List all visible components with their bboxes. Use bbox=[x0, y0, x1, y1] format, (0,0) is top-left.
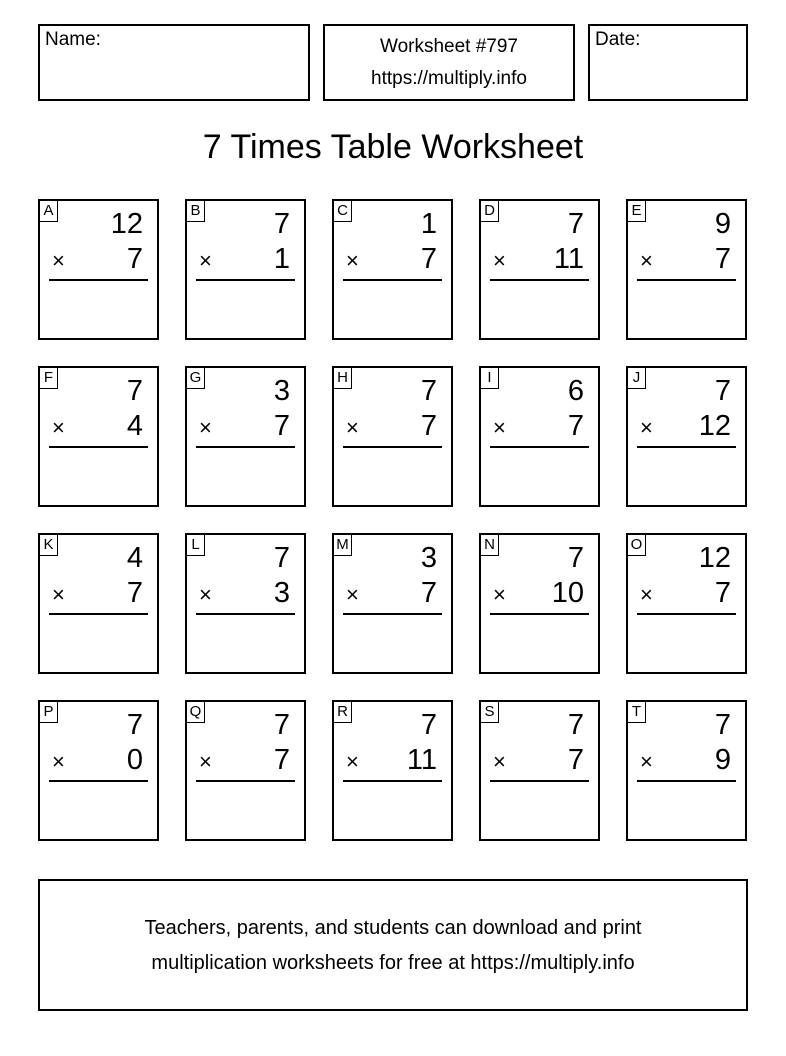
multiplier: 7 bbox=[567, 744, 584, 776]
multiply-sign-icon: × bbox=[52, 415, 65, 440]
multiply-sign-icon: × bbox=[493, 248, 506, 273]
multiplier: 10 bbox=[551, 577, 584, 609]
multiplier: 11 bbox=[406, 744, 437, 776]
multiplicand: 7 bbox=[273, 709, 290, 741]
problem-letter: J bbox=[628, 368, 646, 389]
problem-letter: C bbox=[334, 201, 352, 222]
problem-letter: O bbox=[628, 535, 646, 556]
multiply-sign-icon: × bbox=[52, 248, 65, 273]
problem-card-i[interactable] bbox=[479, 366, 600, 507]
answer-line bbox=[490, 279, 589, 281]
answer-line bbox=[49, 446, 148, 448]
problem-letter: D bbox=[481, 201, 499, 222]
problem-card-s[interactable] bbox=[479, 700, 600, 841]
multiplier: 1 bbox=[273, 243, 290, 275]
multiplier: 4 bbox=[126, 410, 143, 442]
answer-line bbox=[490, 613, 589, 615]
problem-letter: M bbox=[334, 535, 352, 556]
problem-letter: H bbox=[334, 368, 352, 389]
problem-letter: F bbox=[40, 368, 58, 389]
footer-line-2: multiplication worksheets for free at https://multiply.info bbox=[151, 952, 635, 974]
multiply-sign-icon: × bbox=[640, 248, 653, 273]
multiplicand: 12 bbox=[698, 542, 731, 574]
multiplier: 7 bbox=[714, 577, 731, 609]
worksheet-website: https://multiply.info bbox=[371, 68, 527, 89]
multiply-sign-icon: × bbox=[199, 749, 212, 774]
problem-letter: K bbox=[40, 535, 58, 556]
problem-card-m[interactable] bbox=[332, 533, 453, 674]
problem-card-q[interactable] bbox=[185, 700, 306, 841]
problem-letter: R bbox=[334, 702, 352, 723]
multiplicand: 4 bbox=[126, 542, 143, 574]
answer-line bbox=[343, 279, 442, 281]
problem-card-l[interactable] bbox=[185, 533, 306, 674]
problem-card-n[interactable] bbox=[479, 533, 600, 674]
problem-letter: E bbox=[628, 201, 646, 222]
name-label: Name: bbox=[45, 29, 101, 50]
worksheet-info-box bbox=[323, 24, 575, 101]
name-box[interactable] bbox=[38, 24, 310, 101]
answer-line bbox=[49, 780, 148, 782]
answer-line bbox=[490, 446, 589, 448]
multiplicand: 7 bbox=[567, 542, 584, 574]
multiplicand: 7 bbox=[714, 709, 731, 741]
multiplicand: 7 bbox=[420, 709, 437, 741]
multiplier: 7 bbox=[273, 744, 290, 776]
problem-card-b[interactable] bbox=[185, 199, 306, 340]
multiplicand: 3 bbox=[273, 375, 290, 407]
multiply-sign-icon: × bbox=[640, 582, 653, 607]
answer-line bbox=[49, 279, 148, 281]
problem-letter: Q bbox=[187, 702, 205, 723]
multiplier: 7 bbox=[420, 410, 437, 442]
page-title: 7 Times Table Worksheet bbox=[202, 128, 584, 166]
answer-line bbox=[49, 613, 148, 615]
multiply-sign-icon: × bbox=[346, 582, 359, 607]
multiply-sign-icon: × bbox=[493, 582, 506, 607]
multiply-sign-icon: × bbox=[346, 415, 359, 440]
multiply-sign-icon: × bbox=[346, 749, 359, 774]
multiplier: 7 bbox=[714, 243, 731, 275]
multiplicand: 3 bbox=[420, 542, 437, 574]
problem-letter: I bbox=[481, 368, 499, 389]
problem-letter: G bbox=[187, 368, 205, 389]
answer-line bbox=[343, 613, 442, 615]
multiplicand: 7 bbox=[714, 375, 731, 407]
problem-letter: S bbox=[481, 702, 499, 723]
answer-line bbox=[490, 780, 589, 782]
multiplier: 9 bbox=[714, 744, 731, 776]
multiplicand: 1 bbox=[420, 208, 437, 240]
answer-line bbox=[196, 279, 295, 281]
multiplier: 7 bbox=[420, 243, 437, 275]
problem-letter: P bbox=[40, 702, 58, 723]
problem-card-k[interactable] bbox=[38, 533, 159, 674]
problem-letter: N bbox=[481, 535, 499, 556]
multiply-sign-icon: × bbox=[199, 248, 212, 273]
problem-card-p[interactable] bbox=[38, 700, 159, 841]
multiply-sign-icon: × bbox=[199, 415, 212, 440]
multiply-sign-icon: × bbox=[346, 248, 359, 273]
problem-card-c[interactable] bbox=[332, 199, 453, 340]
multiplier: 7 bbox=[126, 577, 143, 609]
problem-letter: A bbox=[40, 201, 58, 222]
multiply-sign-icon: × bbox=[493, 415, 506, 440]
multiplier: 7 bbox=[273, 410, 290, 442]
problem-card-a[interactable] bbox=[38, 199, 159, 340]
multiplicand: 7 bbox=[126, 709, 143, 741]
answer-line bbox=[637, 780, 736, 782]
problem-card-o[interactable] bbox=[626, 533, 747, 674]
footer-line-1: Teachers, parents, and students can download and print bbox=[144, 917, 642, 939]
answer-line bbox=[637, 279, 736, 281]
problem-card-h[interactable] bbox=[332, 366, 453, 507]
problem-card-r[interactable] bbox=[332, 700, 453, 841]
multiplicand: 7 bbox=[126, 375, 143, 407]
problem-letter: L bbox=[187, 535, 205, 556]
multiplicand: 7 bbox=[420, 375, 437, 407]
multiply-sign-icon: × bbox=[640, 749, 653, 774]
multiplicand: 12 bbox=[110, 208, 143, 240]
multiplicand: 7 bbox=[273, 208, 290, 240]
problem-card-d[interactable] bbox=[479, 199, 600, 340]
answer-line bbox=[637, 446, 736, 448]
problem-card-t[interactable] bbox=[626, 700, 747, 841]
problem-card-e[interactable] bbox=[626, 199, 747, 340]
problem-letter: B bbox=[187, 201, 205, 222]
multiplicand: 7 bbox=[567, 709, 584, 741]
multiply-sign-icon: × bbox=[640, 415, 653, 440]
multiply-sign-icon: × bbox=[52, 582, 65, 607]
answer-line bbox=[196, 613, 295, 615]
problem-card-j[interactable] bbox=[626, 366, 747, 507]
date-box[interactable] bbox=[588, 24, 748, 101]
multiplier: 7 bbox=[420, 577, 437, 609]
answer-line bbox=[196, 780, 295, 782]
multiplier: 7 bbox=[567, 410, 584, 442]
multiply-sign-icon: × bbox=[199, 582, 212, 607]
worksheet-number: Worksheet #797 bbox=[379, 36, 518, 57]
answer-line bbox=[343, 780, 442, 782]
multiplicand: 6 bbox=[567, 375, 584, 407]
multiplier: 0 bbox=[126, 744, 143, 776]
multiplicand: 7 bbox=[273, 542, 290, 574]
multiplicand: 9 bbox=[714, 208, 731, 240]
answer-line bbox=[196, 446, 295, 448]
answer-line bbox=[343, 446, 442, 448]
multiplier: 3 bbox=[273, 577, 290, 609]
footer-box bbox=[38, 879, 748, 1011]
multiplier: 12 bbox=[698, 410, 731, 442]
multiplicand: 7 bbox=[567, 208, 584, 240]
multiply-sign-icon: × bbox=[493, 749, 506, 774]
answer-line bbox=[637, 613, 736, 615]
multiply-sign-icon: × bbox=[52, 749, 65, 774]
problem-card-g[interactable] bbox=[185, 366, 306, 507]
problem-letter: T bbox=[628, 702, 646, 723]
multiplier: 7 bbox=[126, 243, 143, 275]
date-label: Date: bbox=[595, 29, 641, 50]
problem-card-f[interactable] bbox=[38, 366, 159, 507]
multiplier: 11 bbox=[553, 243, 584, 275]
